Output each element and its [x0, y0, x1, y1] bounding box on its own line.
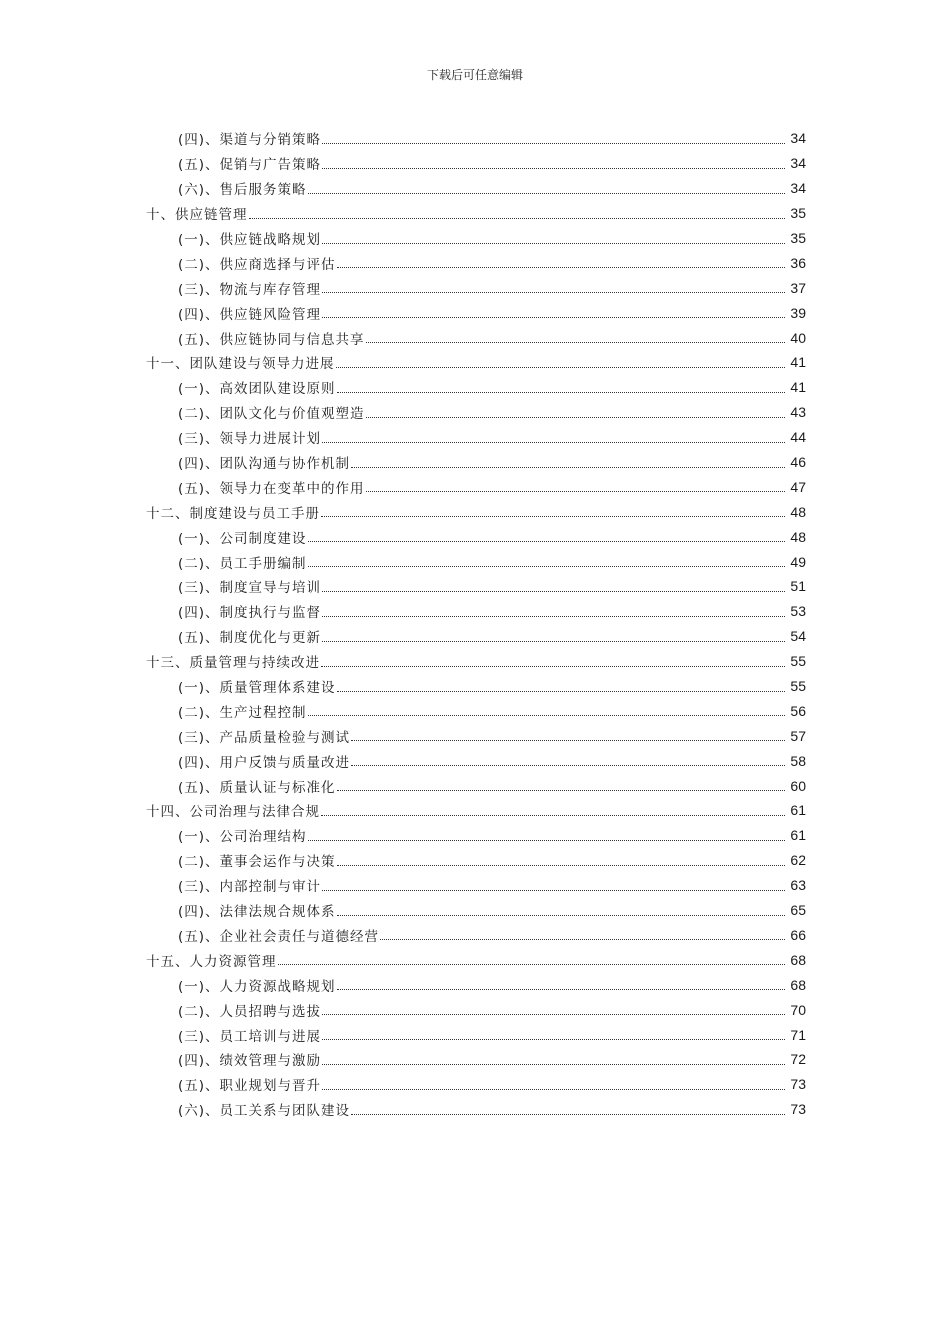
toc-entry-title: (三)、制度宣导与培训	[178, 580, 322, 597]
toc-section-entry[interactable]	[0, 549, 950, 574]
dot-leader	[322, 243, 785, 244]
toc-page-number: 54	[790, 628, 806, 645]
toc-entry-title: (五)、质量认证与标准化	[178, 779, 336, 796]
dot-leader	[322, 890, 785, 891]
toc-entry-title: (六)、员工关系与团队建设	[178, 1103, 351, 1120]
toc-page-number: 34	[790, 130, 806, 147]
toc-section-entry[interactable]	[0, 425, 950, 450]
toc-section-entry[interactable]	[0, 748, 950, 773]
toc-entry-title: (五)、制度优化与更新	[178, 630, 322, 647]
dot-leader	[337, 267, 785, 268]
toc-section-entry[interactable]	[0, 275, 950, 300]
toc-page-number: 34	[790, 155, 806, 172]
dot-leader	[380, 939, 785, 940]
toc-entry-title: (五)、促销与广告策略	[178, 157, 322, 174]
dot-leader	[351, 765, 785, 766]
toc-section-entry[interactable]	[0, 923, 950, 948]
dot-leader	[308, 566, 785, 567]
dot-leader	[308, 193, 785, 194]
toc-page-number: 48	[790, 503, 806, 520]
dot-leader	[351, 740, 785, 741]
dot-leader	[366, 417, 785, 418]
toc-entry-title: (一)、质量管理体系建设	[178, 680, 336, 697]
toc-page-number: 40	[790, 329, 806, 346]
toc-section-entry[interactable]	[0, 524, 950, 549]
toc-entry-title: (五)、企业社会责任与道德经营	[178, 928, 380, 945]
toc-entry-title: (四)、绩效管理与激励	[178, 1053, 322, 1070]
toc-page-number: 35	[790, 230, 806, 246]
toc-section-entry[interactable]	[0, 126, 950, 151]
dot-leader	[351, 467, 785, 468]
toc-page-number: 57	[790, 727, 806, 744]
toc-section-entry[interactable]	[0, 773, 950, 798]
toc-section-entry[interactable]	[0, 873, 950, 898]
toc-page-number: 73	[790, 1101, 806, 1118]
toc-entry-title: (六)、售后服务策略	[178, 182, 307, 199]
toc-entry-title: (二)、生产过程控制	[178, 704, 307, 721]
toc-entry-title: (一)、公司治理结构	[178, 829, 307, 846]
table-of-contents	[0, 126, 950, 1122]
toc-page-number: 55	[790, 653, 806, 670]
toc-entry-title: (一)、高效团队建设原则	[178, 381, 336, 398]
toc-section-entry[interactable]	[0, 997, 950, 1022]
toc-page-number: 51	[790, 578, 806, 595]
toc-section-entry[interactable]	[0, 250, 950, 275]
toc-entry-title: (一)、公司制度建设	[178, 530, 307, 547]
dot-leader	[322, 317, 785, 318]
toc-page-number: 46	[790, 454, 806, 471]
toc-entry-title: (二)、供应商选择与评估	[178, 256, 336, 273]
toc-chapter-entry[interactable]	[0, 350, 950, 375]
toc-section-entry[interactable]	[0, 898, 950, 923]
toc-entry-title: (一)、供应链战略规划	[178, 232, 322, 248]
toc-section-entry[interactable]	[0, 848, 950, 873]
dot-leader	[322, 591, 785, 592]
toc-section-entry[interactable]	[0, 226, 950, 251]
toc-entry-title: 十二、制度建设与员工手册	[146, 505, 320, 522]
toc-section-entry[interactable]	[0, 698, 950, 723]
toc-page-number: 60	[790, 777, 806, 794]
toc-section-entry[interactable]	[0, 400, 950, 425]
toc-page-number: 66	[790, 926, 806, 943]
toc-entry-title: (三)、内部控制与审计	[178, 879, 322, 896]
dot-leader	[337, 865, 785, 866]
toc-section-entry[interactable]	[0, 823, 950, 848]
dot-leader	[322, 292, 785, 293]
toc-section-entry[interactable]	[0, 599, 950, 624]
toc-entry-title: (三)、领导力进展计划	[178, 431, 322, 448]
toc-page-number: 58	[790, 752, 806, 769]
toc-entry-title: 十四、公司治理与法律合规	[146, 804, 320, 821]
toc-entry-title: 十五、人力资源管理	[146, 953, 277, 970]
dot-leader	[322, 143, 785, 144]
toc-page-number: 73	[790, 1076, 806, 1093]
toc-entry-title: (三)、员工培训与进展	[178, 1028, 322, 1045]
dot-leader	[308, 541, 785, 542]
toc-section-entry[interactable]	[0, 300, 950, 325]
toc-entry-title: (四)、用户反馈与质量改进	[178, 754, 351, 771]
toc-entry-title: (二)、员工手册编制	[178, 555, 307, 572]
dot-leader	[322, 641, 785, 642]
dot-leader	[322, 616, 785, 617]
toc-section-entry[interactable]	[0, 474, 950, 499]
toc-entry-title: (三)、产品质量检验与测试	[178, 729, 351, 746]
toc-entry-title: (四)、法律法规合规体系	[178, 904, 336, 921]
toc-section-entry[interactable]	[0, 151, 950, 176]
dot-leader	[366, 491, 785, 492]
toc-entry-title: (五)、领导力在变革中的作用	[178, 480, 365, 497]
toc-page-number: 49	[790, 553, 806, 570]
toc-page-number: 39	[790, 304, 806, 321]
dot-leader	[278, 964, 786, 965]
toc-page-number: 44	[790, 429, 806, 446]
toc-entry-title: (四)、供应链风险管理	[178, 306, 322, 323]
toc-page-number: 43	[790, 404, 806, 421]
toc-entry-title: (五)、职业规划与晋升	[178, 1078, 322, 1095]
toc-page-number: 47	[790, 478, 806, 495]
toc-page-number: 36	[790, 254, 806, 271]
toc-section-entry[interactable]	[0, 624, 950, 649]
dot-leader	[322, 1014, 785, 1015]
toc-entry-title: (二)、团队文化与价值观塑造	[178, 406, 365, 423]
toc-section-entry[interactable]	[0, 325, 950, 350]
dot-leader	[322, 168, 785, 169]
dot-leader	[321, 666, 785, 667]
toc-page-number: 41	[790, 354, 806, 371]
toc-page-number: 41	[790, 379, 806, 396]
dot-leader	[322, 442, 785, 443]
dot-leader	[337, 392, 785, 393]
dot-leader	[337, 691, 785, 692]
toc-section-entry[interactable]	[0, 450, 950, 475]
toc-entry-title: 十、供应链管理	[146, 207, 248, 224]
toc-entry-title: (四)、渠道与分销策略	[178, 132, 322, 149]
toc-entry-title: (一)、人力资源战略规划	[178, 978, 336, 995]
toc-section-entry[interactable]	[0, 176, 950, 201]
dot-leader	[336, 367, 786, 368]
toc-section-entry[interactable]	[0, 375, 950, 400]
dot-leader	[337, 989, 785, 990]
toc-page-number: 34	[790, 180, 806, 197]
toc-page-number: 55	[790, 678, 806, 695]
toc-section-entry[interactable]	[0, 1022, 950, 1047]
toc-entry-title: (二)、人员招聘与选拔	[178, 1003, 322, 1020]
toc-entry-title: (五)、供应链协同与信息共享	[178, 331, 365, 348]
toc-entry-title: (四)、制度执行与监督	[178, 605, 322, 622]
toc-section-entry[interactable]	[0, 574, 950, 599]
toc-section-entry[interactable]	[0, 1047, 950, 1072]
toc-section-entry[interactable]	[0, 972, 950, 997]
dot-leader	[249, 218, 786, 219]
toc-entry-title: 十一、团队建设与领导力进展	[146, 356, 335, 373]
toc-entry-title: (四)、团队沟通与协作机制	[178, 456, 351, 473]
dot-leader	[322, 1039, 785, 1040]
dot-leader	[322, 1064, 785, 1065]
toc-page-number: 65	[790, 902, 806, 919]
toc-page-number: 68	[790, 951, 806, 968]
dot-leader	[321, 516, 785, 517]
toc-section-entry[interactable]	[0, 1072, 950, 1097]
toc-page-number: 72	[790, 1051, 806, 1068]
toc-entry-title: (三)、物流与库存管理	[178, 281, 322, 298]
toc-entry-title: 十三、质量管理与持续改进	[146, 655, 320, 672]
page-header: 下载后可任意编辑	[426, 68, 523, 82]
dot-leader	[366, 342, 785, 343]
toc-page-number: 63	[790, 877, 806, 894]
toc-page-number: 48	[790, 528, 806, 545]
toc-page-number: 68	[790, 976, 806, 993]
toc-section-entry[interactable]	[0, 1097, 950, 1122]
toc-page-number: 56	[790, 702, 806, 719]
toc-page-number: 71	[790, 1026, 806, 1043]
toc-section-entry[interactable]	[0, 723, 950, 748]
toc-page-number: 35	[790, 205, 806, 222]
toc-chapter-entry[interactable]	[0, 649, 950, 674]
toc-page-number: 37	[790, 279, 806, 296]
toc-page-number: 70	[790, 1001, 806, 1018]
toc-page-number: 62	[790, 852, 806, 869]
toc-page-number: 61	[790, 827, 806, 844]
toc-page-number: 53	[790, 603, 806, 620]
toc-chapter-entry[interactable]	[0, 201, 950, 226]
dot-leader	[322, 1089, 785, 1090]
dot-leader	[337, 915, 785, 916]
dot-leader	[321, 815, 785, 816]
dot-leader	[308, 715, 785, 716]
dot-leader	[351, 1114, 785, 1115]
toc-chapter-entry[interactable]	[0, 798, 950, 823]
dot-leader	[308, 840, 785, 841]
toc-section-entry[interactable]	[0, 674, 950, 699]
dot-leader	[337, 790, 785, 791]
toc-entry-title: (二)、董事会运作与决策	[178, 854, 336, 871]
toc-page-number: 61	[790, 802, 806, 819]
toc-chapter-entry[interactable]	[0, 499, 950, 524]
toc-chapter-entry[interactable]	[0, 947, 950, 972]
